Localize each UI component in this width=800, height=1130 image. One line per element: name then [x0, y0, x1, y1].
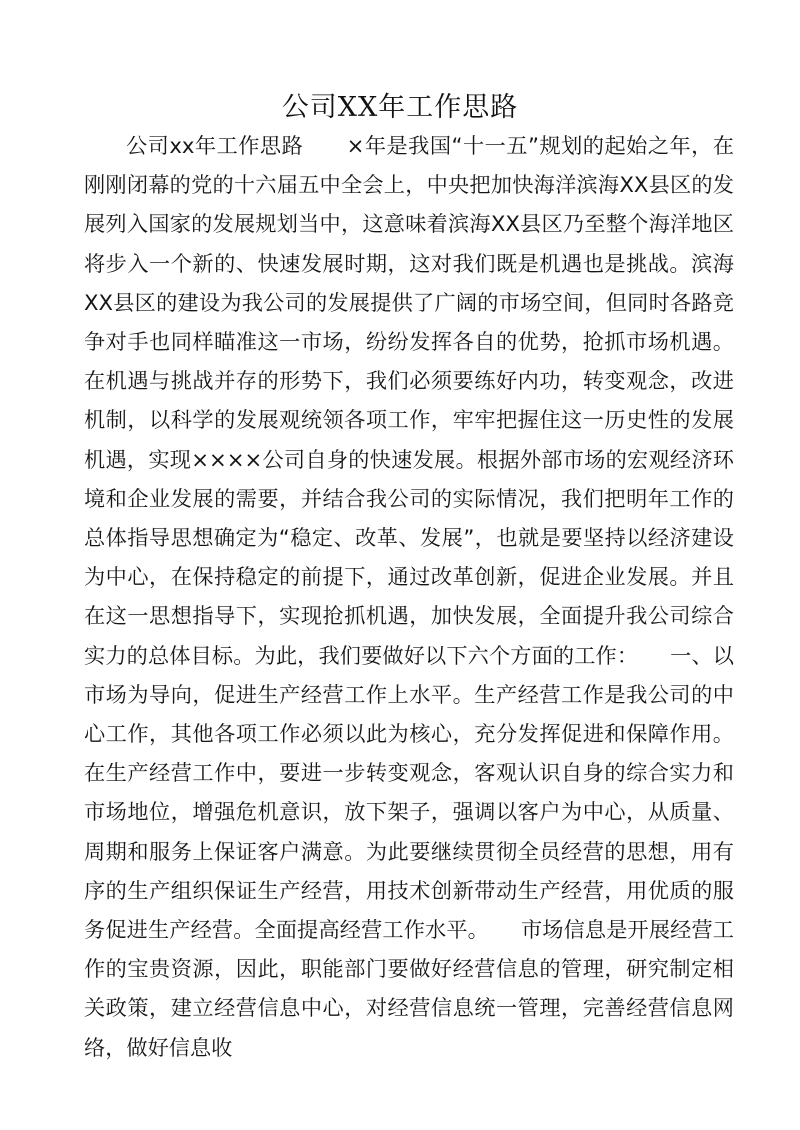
document-body: 公司xx年工作思路 ×年是我国“十一五”规划的起始之年，在刚刚闭幕的党的十六届五中全会上，中央把加快海洋滨海XX县区的发展列入国家的发展规划当中，这意味着滨海XX县区乃至整个海洋地区将步入一个新的、快速发展时期，这对我们既是机遇也是挑战。滨海XX县区的建设为我公司的发展提供了广阔的市场空间，但同时各路竞争对手也同样瞄准这一市场，纷纷发挥各自的优势，抢抓市场机遇。在机遇与挑战并存的形势下，我们必须要练好内功，转变观念，改进机制，以科学的发展观统领各项工作，牢牢把握住这一历史性的发展机遇，实现××××公司自身的快速发展。根据外部市场的宏观经济环境和企业发展的需要，并结合我公司的实际情况，我们把明年工作的总体指导思想确定为“稳定、改革、发展”，也就是要坚持以经济建设为中心，在保持稳定的前提下，通过改革创新，促进企业发展。并且在这一思想指导下，实现抢抓机遇，加快发展，全面提升我公司综合实力的总体目标。为此，我们要做好以下六个方面的工作： 一、以市场为导向，促进生产经营工作上水平。生产经营工作是我公司的中心工作，其他各项工作必须以此为核心，充分发挥促进和保障作用。在生产经营工作中，要进一步转变观念，客观认识自身的综合实力和市场地位，增强危机意识，放下架子，强调以客户为中心，从质量、周期和服务上保证客户满意。为此要继续贯彻全员经营的思想，用有序的生产组织保证生产经营，用技术创新带动生产经营，用优质的服务促进生产经营。全面提高经营工作水平。 市场信息是开展经营工作的宝贵资源，因此，职能部门要做好经营信息的管理，研究制定相关政策，建立经营信息中心，对经营信息统一管理，完善经营信息网络，做好信息收	[84, 133, 734, 1060]
document-title: 公司XX年工作思路	[281, 92, 519, 123]
